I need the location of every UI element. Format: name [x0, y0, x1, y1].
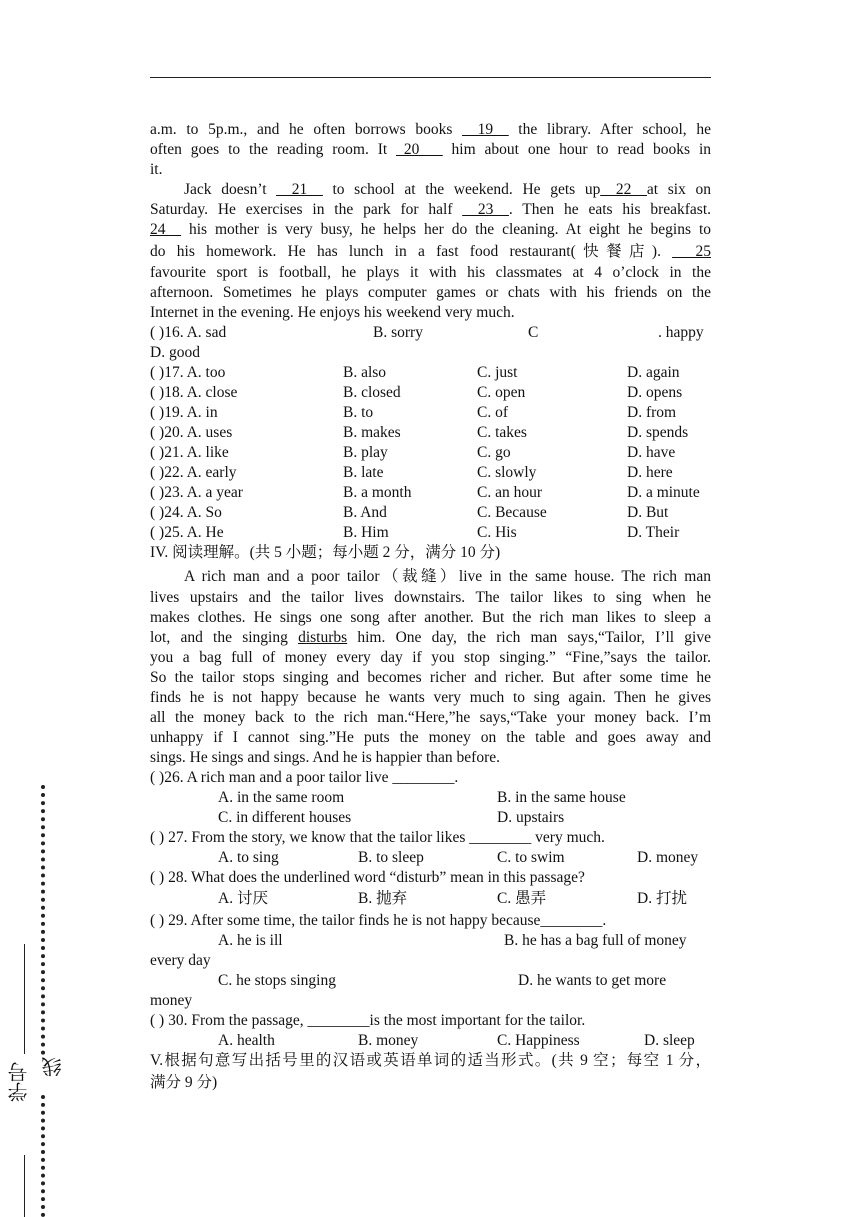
section-5-title-cont: 满分 9 分)	[150, 1074, 218, 1091]
q28-option-a: A. 讨厌	[218, 890, 268, 907]
q26-option-a: A. in the same room	[218, 789, 345, 806]
reading-line-7: finds he is not happy because he wants very much to sing again. Then he gives	[150, 689, 711, 706]
reading-line-8: all the money back to the rich man.“Here,”he says,“Take your money back. I’m	[150, 709, 711, 726]
cloze-option-d: D. a minute	[627, 484, 700, 501]
section-5-title: V.根据句意写出括号里的汉语或英语单词的适当形式。(共 9 空；每空 1 分，	[150, 1052, 711, 1069]
reading-line-9: unhappy if I cannot sing.”He puts the money on the table and goes away and	[150, 729, 711, 746]
q29-stem: ( ) 29. After some time, the tailor finds he is not happy because________.	[150, 912, 607, 929]
q28-option-d: D. 打扰	[637, 890, 687, 907]
cloze-line-5: Saturday. He exercises in the park for half __23__. Then he eats his breakfast.	[150, 201, 711, 218]
reading-line-6: So the tailor stops singing and becomes richer and richer. But after some time he	[150, 669, 711, 686]
q27-option-a: A. to sing	[218, 849, 279, 866]
cloze-line-9: afternoon. Sometimes he plays computer games or chats with his friends on the	[150, 284, 711, 301]
binding-dotted-line-upper	[41, 785, 51, 1055]
q29-option-d: D. he wants to get more	[518, 972, 667, 989]
cloze-question-stem: ( )20. A. uses	[150, 424, 233, 441]
cloze-line-2: often goes to the reading room. It _20___ him about one hour to read books in	[150, 141, 712, 158]
cloze-line-6: 24__ his mother is very busy, he helps her do the cleaning. At eight he begins to	[150, 221, 711, 238]
q29-option-b: B. he has a bag full of money	[504, 932, 687, 949]
cloze-option-d: D. opens	[627, 384, 683, 401]
binding-line-label: 线	[41, 1057, 65, 1077]
cloze-question-stem: ( )17. A. too	[150, 364, 226, 381]
q16-option-c: C	[528, 324, 539, 341]
q29-option-d-cont: money	[150, 992, 193, 1009]
student-number-label: 学号	[7, 1062, 31, 1102]
cloze-option-b: B. And	[343, 504, 387, 521]
cloze-option-b: B. also	[343, 364, 387, 381]
reading-line-1: A rich man and a poor tailor（裁缝）live in the same house. The rich man	[184, 568, 711, 585]
section-4-title: IV. 阅读理解。(共 5 小题；每小题 2 分，满分 10 分)	[150, 544, 501, 561]
q27-stem: ( ) 27. From the story, we know that the tailor likes ________ very much.	[150, 829, 605, 846]
name-blank	[24, 1155, 25, 1217]
cloze-question-stem: ( )24. A. So	[150, 504, 222, 521]
q29-option-b-cont: every day	[150, 952, 211, 969]
cloze-question-stem: ( )18. A. close	[150, 384, 238, 401]
cloze-question-stem: ( )19. A. in	[150, 404, 218, 421]
cloze-option-b: B. closed	[343, 384, 401, 401]
q26-option-b: B. in the same house	[497, 789, 626, 806]
q16-option-d: D. good	[150, 344, 200, 361]
q26-option-d: D. upstairs	[497, 809, 565, 826]
cloze-question-stem: ( )22. A. early	[150, 464, 237, 481]
cloze-line-1: a.m. to 5p.m., and he often borrows books __19__ the library. After school, he	[150, 121, 711, 138]
cloze-option-d: D. Their	[627, 524, 680, 541]
cloze-question-stem: ( )21. A. like	[150, 444, 229, 461]
cloze-option-b: B. to	[343, 404, 374, 421]
q26-stem: ( )26. A rich man and a poor tailor live ________.	[150, 769, 459, 786]
cloze-option-b: B. play	[343, 444, 388, 461]
cloze-option-b: B. late	[343, 464, 384, 481]
q30-option-c: C. Happiness	[497, 1032, 580, 1049]
cloze-option-d: D. from	[627, 404, 677, 421]
cloze-option-c: C. His	[477, 524, 517, 541]
cloze-option-c: C. Because	[477, 504, 547, 521]
cloze-line-7: do his homework. He has lunch in a fast food restaurant(快餐店). ___25	[150, 243, 711, 260]
cloze-question-stem: ( )25. A. He	[150, 524, 224, 541]
cloze-line-4: Jack doesn’t __21__ to school at the weekend. He gets up__22__at six on	[184, 181, 711, 198]
cloze-option-d: D. here	[627, 464, 673, 481]
cloze-option-b: B. a month	[343, 484, 412, 501]
q26-option-c: C. in different houses	[218, 809, 352, 826]
q28-option-b: B. 抛弃	[358, 890, 408, 907]
cloze-line-10: Internet in the evening. He enjoys his weekend very much.	[150, 304, 515, 321]
reading-line-2: lives upstairs and the tailor lives downstairs. The tailor likes to sing when he	[150, 589, 711, 606]
cloze-option-c: C. an hour	[477, 484, 543, 501]
q16-stem: ( )16. A. sad	[150, 324, 227, 341]
cloze-option-d: D. spends	[627, 424, 689, 441]
cloze-line-3: it.	[150, 161, 163, 178]
cloze-option-c: C. go	[477, 444, 511, 461]
cloze-line-8: favourite sport is football, he plays it with his classmates at 4 o’clock in the	[150, 264, 711, 281]
cloze-option-c: C. open	[477, 384, 526, 401]
cloze-option-d: D. But	[627, 504, 669, 521]
cloze-option-c: C. just	[477, 364, 518, 381]
q28-option-c: C. 愚弄	[497, 890, 547, 907]
cloze-option-c: C. of	[477, 404, 508, 421]
reading-line-5: you a bag full of money every day if you stop singing.” “Fine,”says the tailor.	[150, 649, 711, 666]
reading-line-4: lot, and the singing disturbs him. One day, the rich man says,“Tailor, I’ll give	[150, 629, 711, 646]
q30-option-b: B. money	[358, 1032, 419, 1049]
cloze-question-stem: ( )23. A. a year	[150, 484, 243, 501]
cloze-option-c: C. takes	[477, 424, 527, 441]
q30-stem: ( ) 30. From the passage, ________is the most important for the tailor.	[150, 1012, 586, 1029]
q27-option-b: B. to sleep	[358, 849, 424, 866]
reading-line-3: makes clothes. He sings one song after another. But the rich man likes to sleep a	[150, 609, 711, 626]
q29-option-c: C. he stops singing	[218, 972, 336, 989]
q28-stem: ( ) 28. What does the underlined word “disturb” mean in this passage?	[150, 869, 585, 886]
cloze-option-b: B. makes	[343, 424, 401, 441]
cloze-option-b: B. Him	[343, 524, 389, 541]
reading-line-10: sings. He sings and sings. And he is happier than before.	[150, 749, 500, 766]
q29-option-a: A. he is ill	[218, 932, 283, 949]
cloze-option-d: D. again	[627, 364, 680, 381]
q27-option-c: C. to swim	[497, 849, 565, 866]
q30-option-a: A. health	[218, 1032, 275, 1049]
q30-option-d: D. sleep	[644, 1032, 695, 1049]
cloze-option-d: D. have	[627, 444, 676, 461]
binding-dotted-line-lower	[41, 1095, 51, 1217]
q16-option-b: B. sorry	[373, 324, 423, 341]
underlined-word: disturbs	[298, 629, 348, 646]
q27-option-d: D. money	[637, 849, 699, 866]
header-rule	[150, 77, 711, 78]
cloze-option-c: C. slowly	[477, 464, 537, 481]
student-number-blank	[24, 944, 25, 1054]
q16-option-c-tail: . happy	[658, 324, 704, 341]
